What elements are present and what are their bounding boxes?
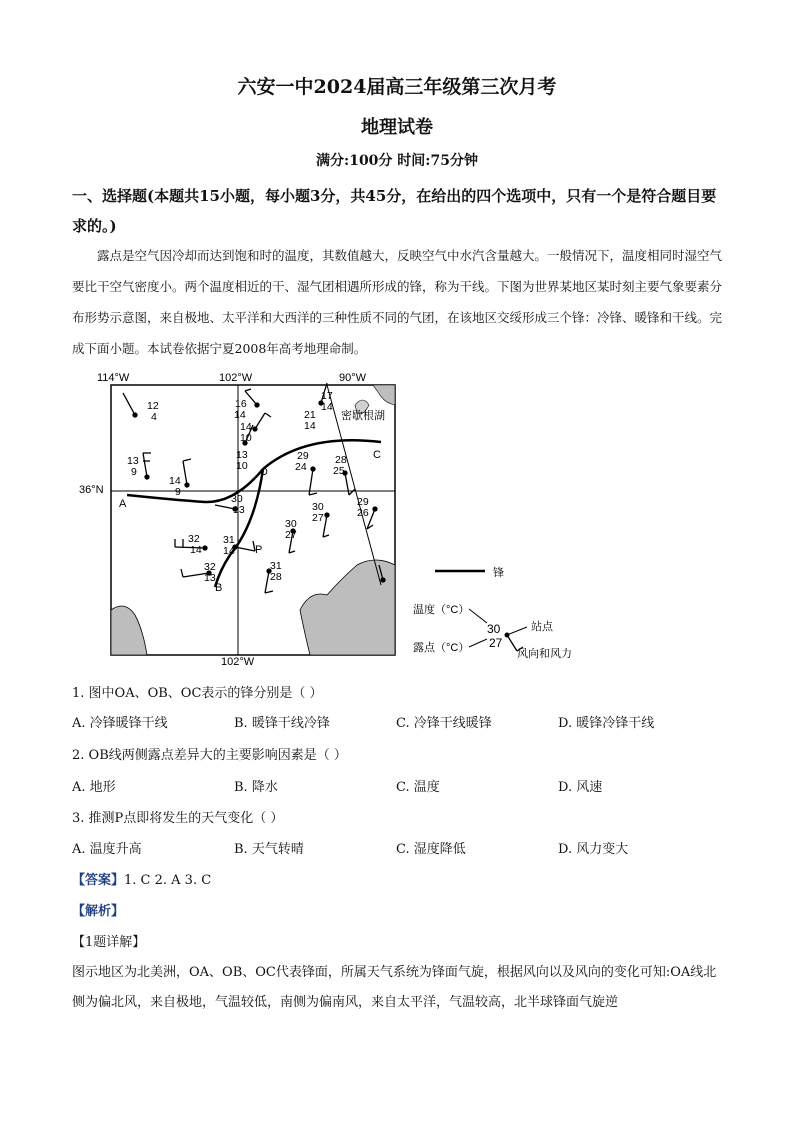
label-b: B: [215, 582, 223, 594]
st9-temp: 29: [297, 450, 309, 462]
label-o: O: [260, 467, 268, 478]
label-c: C: [373, 449, 381, 461]
label-114w: 114°W: [97, 372, 130, 384]
st3-temp: 17: [321, 390, 333, 402]
label-36n: 36°N: [79, 484, 104, 496]
question-3-stem: 3. 推测P点即将发生的天气变化（ ）: [72, 811, 284, 826]
st15-dew: 14: [190, 544, 202, 556]
st7-temp: 13: [127, 455, 139, 467]
q2-option-c: C. 温度: [396, 780, 440, 795]
exam-info: 满分:100分 时间:75分钟: [316, 153, 478, 169]
st14-temp: 30: [285, 518, 297, 530]
label-lake: 密歇根湖: [341, 410, 385, 422]
st1-temp: 12: [147, 400, 159, 412]
analysis-label: 【解析】: [72, 904, 125, 919]
st2-temp: 16: [235, 398, 247, 410]
st6-dew: 10: [236, 460, 248, 472]
st10-dew: 25: [333, 465, 345, 477]
answer-text: 1. C 2. A 3. C: [124, 873, 212, 888]
label-102w-top: 102°W: [219, 372, 253, 384]
detail-title: 【1题详解】: [72, 935, 146, 950]
q2-option-a: A. 地形: [72, 780, 116, 795]
st3-dew: 14: [321, 401, 333, 413]
q2-option-b: B. 降水: [234, 780, 278, 795]
st5-temp: 14: [240, 421, 252, 433]
st16-temp: 31: [223, 534, 235, 546]
label-102w-bottom: 102°W: [221, 656, 255, 668]
st18-temp: 31: [270, 560, 282, 572]
detail-text: 图示地区为北美洲，OA、OB、OC代表锋面，所属天气系统为锋面气旋，根据风向以及风向的变化可知:OA线北侧为偏北风，来自极地，气温较低，南侧为偏南风，来自太平洋，气温较高，北半球锋面气旋逆: [72, 965, 717, 1010]
st11-dew: 13: [233, 504, 245, 516]
st12-dew: 26: [357, 507, 369, 519]
st4-dew: 14: [304, 420, 316, 432]
legend-dew: 露点（°C）: [413, 642, 470, 654]
st4-temp: 21: [304, 409, 316, 421]
st8-temp: 14: [169, 475, 181, 487]
legend-temp-ex: 30: [487, 622, 501, 636]
q2-option-d: D. 风速: [558, 780, 603, 795]
q1-option-c: C. 冷锋干线暖锋: [396, 716, 492, 731]
st17-dew: 13: [204, 572, 216, 584]
legend-dew-ex: 27: [489, 636, 503, 650]
answer-line: [72, 869, 211, 888]
st1-dew: 4: [151, 411, 157, 423]
st5-dew: 10: [240, 432, 252, 444]
label-p: P: [255, 544, 263, 556]
st2-dew: 14: [234, 409, 246, 421]
legend-wind: 风向和风力: [517, 648, 572, 660]
q3-option-c: C. 湿度降低: [396, 842, 466, 857]
q1-option-b: B. 暖锋干线冷锋: [234, 716, 330, 731]
q3-option-d: D. 风力变大: [558, 842, 629, 857]
section-heading: 一、选择题(本题共15小题，每小题3分，共45分，在给出的四个选项中，只有一个是符合题目要求的。): [72, 187, 717, 235]
st16-dew: 14: [223, 545, 235, 557]
st17-temp: 32: [204, 561, 216, 573]
st10-temp: 28: [335, 454, 347, 466]
st8-dew: 9: [175, 486, 181, 498]
question-1-stem: 1. 图中OA、OB、OC表示的锋分别是（ ）: [72, 686, 323, 701]
st12-temp: 29: [357, 496, 369, 508]
question-2-stem: 2. OB线两侧露点差异大的主要影响因素是（ ）: [72, 748, 347, 763]
q3-option-b: B. 天气转晴: [234, 842, 304, 857]
weather-map: [79, 365, 605, 668]
label-a: A: [119, 498, 127, 510]
st13-dew: 27: [312, 512, 324, 524]
st6-temp: 13: [236, 449, 248, 461]
st18-dew: 28: [270, 571, 282, 583]
label-90w: 90°W: [339, 372, 367, 384]
st14-dew: 27: [285, 529, 297, 541]
subject-title: 地理试卷: [361, 117, 433, 138]
st9-dew: 24: [295, 461, 307, 473]
q3-option-a: A. 温度升高: [72, 842, 142, 857]
exam-title: 六安一中2024届高三年级第三次月考: [237, 76, 557, 98]
st15-temp: 32: [188, 533, 200, 545]
legend-front-label: 锋: [493, 567, 504, 579]
st7-dew: 9: [131, 466, 137, 478]
st13-temp: 30: [312, 501, 324, 513]
st11-temp: 30: [231, 493, 243, 505]
answer-label: 【答案】: [72, 873, 125, 888]
legend-temp: 温度（°C）: [413, 604, 470, 616]
q1-option-a: A. 冷锋暖锋干线: [72, 716, 168, 731]
legend-station: 站点: [531, 621, 553, 633]
q1-option-d: D. 暖锋冷锋干线: [558, 716, 655, 731]
passage: 露点是空气因冷却而达到饱和时的温度，其数值越大，反映空气中水汽含量越大。一般情况下，温度相同时湿空气要比干空气密度小。两个温度相近的干、湿气团相遇所形成的锋，称为干线。下图为世界某地区某时刻主要气象要素分布形势示意图，来自极地、太平洋和大西洋的三种性质不同的气团，在该地区交绥形成三个锋：冷锋、暖锋和干线。完成下面小题。本试卷依据宁夏2008年高考地理命制。: [72, 248, 723, 356]
